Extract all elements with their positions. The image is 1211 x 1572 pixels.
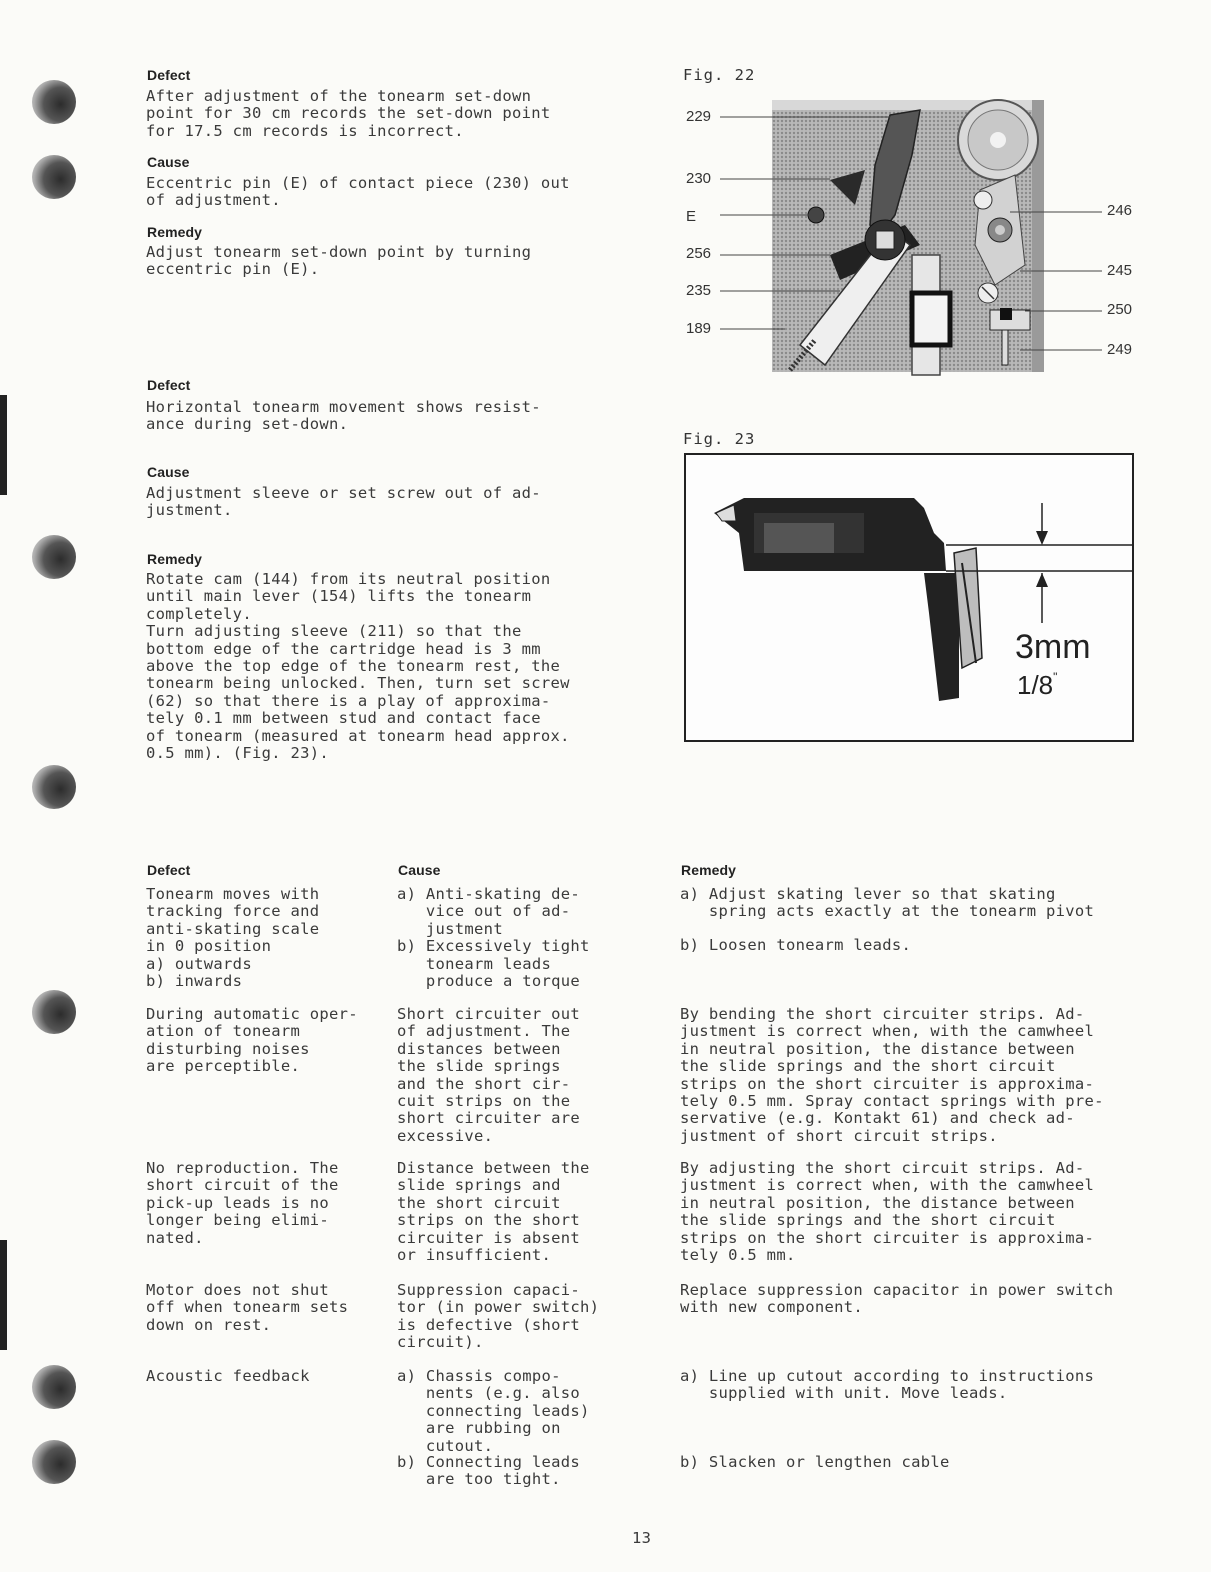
defect-heading: Defect: [147, 67, 191, 83]
measurement-inch-value: 1/8: [1017, 670, 1054, 700]
callout-249: 249: [1107, 341, 1133, 358]
table-cell-cause: b) Connecting leads are too tight.: [397, 1453, 581, 1489]
table-cell-defect: Acoustic feedback: [146, 1367, 310, 1385]
cause-heading: Cause: [147, 464, 190, 480]
table-cell-cause: Short circuiter out of adjustment. The distances between the slide springs and the short cir- cuit strips on the short circuiter are excessive.: [397, 1005, 581, 1145]
binder-hole: [32, 765, 76, 809]
defect-text: After adjustment of the tonearm set-down point for 30 cm records the set-down point for 17.5 cm records is incorrect.: [146, 87, 551, 140]
callout-250: 250: [1107, 301, 1133, 318]
table-cell-defect: Tonearm moves with tracking force and anti-skating scale in 0 position a) outwards b) inwards: [146, 885, 320, 991]
defect-text: Horizontal tonearm movement shows resist- ance during set-down.: [146, 398, 541, 434]
binder-hole: [32, 535, 76, 579]
table-cell-cause: a) Anti-skating de- vice out of ad- justment b) Excessively tight tonearm leads produce a torque: [397, 885, 590, 991]
binder-hole: [32, 990, 76, 1034]
spine-mark: [0, 1240, 7, 1350]
callout-189: 189: [686, 320, 712, 337]
column-header-defect: Defect: [147, 862, 191, 878]
binder-hole: [32, 155, 76, 199]
table-cell-cause: a) Chassis compo- nents (e.g. also connecting leads) are rubbing on cutout.: [397, 1367, 590, 1455]
table-cell-defect: Motor does not shut off when tonearm sets down on rest.: [146, 1281, 349, 1334]
figure-label: Fig. 23: [683, 430, 756, 448]
measurement-inch: [1017, 670, 1057, 701]
cartridge-height-figure: [684, 453, 1134, 743]
callout-235: 235: [686, 282, 712, 299]
table-cell-remedy: By bending the short circuiter strips. Ad- justment is correct when, with the camwheel in neutral position, the distance between the slide springs and the short circuit strips on the short circuiter is approxima- tely 0.5 mm. Spray contact springs with pre- servative (e.g. Kontakt 61) and check ad- justment of short circuit strips.: [680, 1005, 1104, 1145]
table-cell-remedy: b) Loosen tonearm leads.: [680, 936, 912, 954]
callout-229: 229: [686, 108, 712, 125]
callout-256: 256: [686, 245, 712, 262]
column-header-cause: Cause: [398, 862, 441, 878]
table-cell-defect: No reproduction. The short circuit of the pick-up leads is no longer being elimi- nated.: [146, 1159, 339, 1247]
binder-hole: [32, 1365, 76, 1409]
table-cell-remedy: a) Line up cutout according to instructions supplied with unit. Move leads.: [680, 1367, 1095, 1403]
table-cell-defect: During automatic oper- ation of tonearm disturbing noises are perceptible.: [146, 1005, 358, 1076]
figure-label: Fig. 22: [683, 66, 756, 84]
remedy-heading: Remedy: [147, 551, 203, 567]
callout-230: 230: [686, 170, 712, 187]
callout-245: 245: [1107, 262, 1133, 279]
table-cell-remedy: b) Slacken or lengthen cable: [680, 1453, 950, 1471]
table-cell-remedy: By adjusting the short circuit strips. Ad- justment is correct when, with the camwheel in neutral position, the distance between the slide springs and the short circuit strips on the short circuiter is approxima- tely 0.5 mm.: [680, 1159, 1095, 1265]
remedy-text: Rotate cam (144) from its neutral position until main lever (154) lifts the tonearm completely. Turn adjusting sleeve (211) so that the bottom edge of the cartridge head is 3 mm above the top edge of the tonearm rest, the tonearm being unlocked. Then, turn set screw (62) so that there is a play of approxima- tely 0.1 mm between stud and contact face of tonearm (measured at tonearm head approx. 0.5 mm). (Fig. 23).: [146, 570, 570, 763]
measurement-inch-unit: ": [1053, 670, 1058, 684]
callout-E: E: [686, 208, 697, 225]
table-cell-remedy: Replace suppression capacitor in power switch with new component.: [680, 1281, 1114, 1317]
remedy-heading: Remedy: [147, 224, 203, 240]
binder-hole: [32, 1440, 76, 1484]
page-number: 13: [632, 1529, 652, 1547]
cause-text: Eccentric pin (E) of contact piece (230) out of adjustment.: [146, 174, 570, 210]
binder-hole: [32, 80, 76, 124]
callout-246: 246: [1107, 202, 1133, 219]
remedy-text: Adjust tonearm set-down point by turning eccentric pin (E).: [146, 243, 532, 279]
tonearm-mechanism-figure: [680, 95, 1140, 385]
cause-heading: Cause: [147, 154, 190, 170]
table-cell-cause: Distance between the slide springs and the short circuit strips on the short circuiter is absent or insufficient.: [397, 1159, 590, 1265]
column-header-remedy: Remedy: [681, 862, 737, 878]
measurement-mm: 3mm: [1015, 628, 1091, 666]
defect-heading: Defect: [147, 377, 191, 393]
spine-mark: [0, 395, 7, 495]
cause-text: Adjustment sleeve or set screw out of ad- justment.: [146, 484, 541, 520]
table-cell-cause: Suppression capaci- tor (in power switch) is defective (short circuit).: [397, 1281, 600, 1352]
table-cell-remedy: a) Adjust skating lever so that skating spring acts exactly at the tonearm pivot: [680, 885, 1095, 921]
